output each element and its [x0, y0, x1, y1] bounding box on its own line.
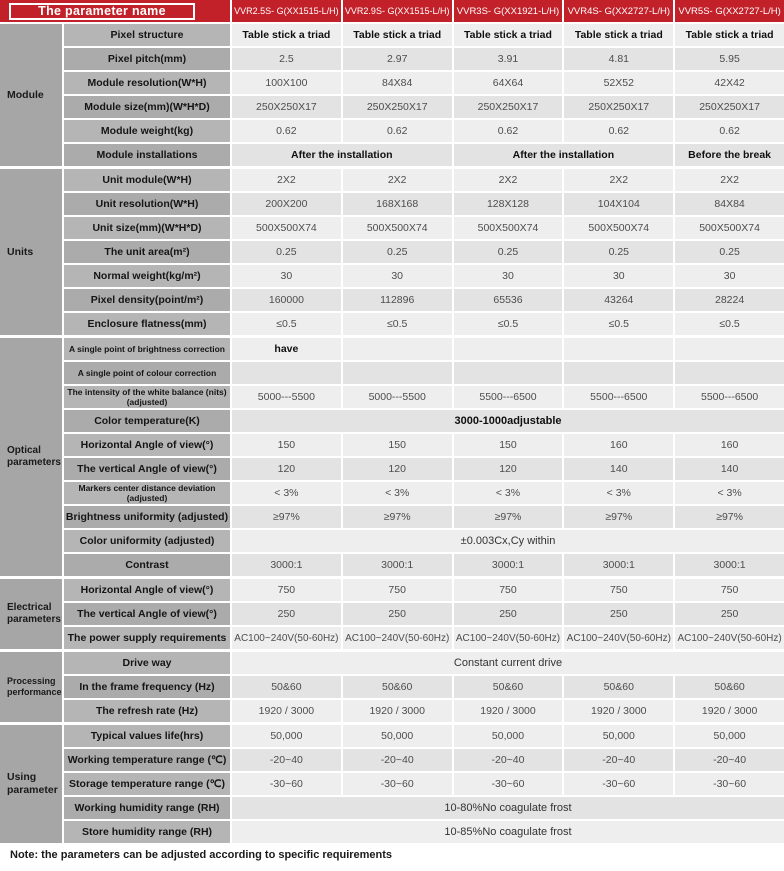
value-cell: 2X2	[232, 169, 341, 191]
value-cell: 250X250X17	[232, 96, 341, 118]
row-label: The unit area(m²)	[64, 241, 230, 263]
value-cell: 0.62	[343, 120, 452, 142]
value-cell	[564, 362, 673, 384]
value-cell: 2X2	[343, 169, 452, 191]
section-module	[0, 24, 784, 166]
value-cell: < 3%	[232, 482, 341, 504]
value-cell: 30	[232, 265, 341, 287]
value-cell: 150	[454, 434, 563, 456]
value-cell: 50&60	[454, 676, 563, 698]
value-cell: 30	[454, 265, 563, 287]
value-cell: ≥97%	[232, 506, 341, 528]
value-cell: 5000---5500	[343, 386, 452, 408]
value-cell: 250	[454, 603, 563, 625]
value-cell: 3000:1	[232, 554, 341, 576]
value-cell: 500X500X74	[232, 217, 341, 239]
sections-container	[0, 24, 784, 843]
row-label: Pixel structure	[64, 24, 230, 46]
row-label: Store humidity range (RH)	[64, 821, 230, 843]
value-cell: < 3%	[564, 482, 673, 504]
parameter-name-title: The parameter name	[9, 3, 195, 20]
value-cell: 0.62	[675, 120, 784, 142]
group-label: Module	[0, 24, 62, 166]
value-cell: 250X250X17	[454, 96, 563, 118]
value-cell: 500X500X74	[343, 217, 452, 239]
value-cell: 42X42	[675, 72, 784, 94]
value-cell: 140	[564, 458, 673, 480]
value-cell: 168X168	[343, 193, 452, 215]
value-cell: 750	[232, 579, 341, 601]
group-label: Using parameter	[0, 725, 62, 843]
value-cell: 160000	[232, 289, 341, 311]
value-cell: -30~60	[343, 773, 452, 795]
row-label: Module weight(kg)	[64, 120, 230, 142]
value-cell: 3000:1	[564, 554, 673, 576]
value-cell: 750	[564, 579, 673, 601]
value-cell: have	[232, 338, 341, 360]
value-cell	[343, 362, 452, 384]
value-cell: 50&60	[232, 676, 341, 698]
value-cell: 30	[343, 265, 452, 287]
value-cell: 120	[232, 458, 341, 480]
value-cell: 250	[232, 603, 341, 625]
value-cell: < 3%	[454, 482, 563, 504]
group-label: Optical parameters	[0, 338, 62, 576]
group-label: Electrical parameters	[0, 579, 62, 649]
value-cell-span: Before the break	[675, 144, 784, 166]
value-cell	[675, 362, 784, 384]
value-cell: 1920 / 3000	[343, 700, 452, 722]
value-cell: 50,000	[232, 725, 341, 747]
section-electrical-parameters	[0, 579, 784, 649]
value-cell: AC100~240V(50-60Hz)	[343, 627, 452, 649]
row-label: Horizontal Angle of view(°)	[64, 434, 230, 456]
value-cell: 50&60	[675, 676, 784, 698]
value-cell: AC100~240V(50-60Hz)	[675, 627, 784, 649]
value-cell: 140	[675, 458, 784, 480]
value-cell: 250X250X17	[343, 96, 452, 118]
value-cell: 50&60	[564, 676, 673, 698]
value-cell: -20~40	[454, 749, 563, 771]
value-cell: 1920 / 3000	[454, 700, 563, 722]
value-cell: 150	[343, 434, 452, 456]
value-cell: 112896	[343, 289, 452, 311]
value-cell: AC100~240V(50-60Hz)	[564, 627, 673, 649]
value-cell: 250	[675, 603, 784, 625]
value-cell: ≤0.5	[343, 313, 452, 335]
column-header: VVR2.5S- G(XX1515-L/H)	[232, 0, 341, 22]
value-cell-span: ±0.003Cx,Cy within	[232, 530, 784, 552]
value-cell: 5500---6500	[564, 386, 673, 408]
value-cell: 3.91	[454, 48, 563, 70]
value-cell	[454, 362, 563, 384]
value-cell: -20~40	[675, 749, 784, 771]
value-cell	[232, 362, 341, 384]
value-cell: 500X500X74	[675, 217, 784, 239]
row-label: The intensity of the white balance (nits) (adjusted)	[64, 386, 230, 408]
row-label: Enclosure flatness(mm)	[64, 313, 230, 335]
value-cell: 750	[454, 579, 563, 601]
group-label: Units	[0, 169, 62, 335]
value-cell: 0.62	[232, 120, 341, 142]
value-cell: 2X2	[454, 169, 563, 191]
value-cell: -20~40	[343, 749, 452, 771]
value-cell: ≤0.5	[232, 313, 341, 335]
value-cell: ≤0.5	[675, 313, 784, 335]
row-label: Brightness uniformity (adjusted)	[64, 506, 230, 528]
value-cell	[343, 338, 452, 360]
row-label: The vertical Angle of view(°)	[64, 458, 230, 480]
value-cell: 128X128	[454, 193, 563, 215]
value-cell: 84X84	[675, 193, 784, 215]
value-cell: 200X200	[232, 193, 341, 215]
value-cell: -20~40	[232, 749, 341, 771]
value-cell: 2.5	[232, 48, 341, 70]
value-cell-span: After the installation	[232, 144, 452, 166]
value-cell: 150	[232, 434, 341, 456]
value-cell: -20~40	[564, 749, 673, 771]
value-cell: 100X100	[232, 72, 341, 94]
value-cell: AC100~240V(50-60Hz)	[232, 627, 341, 649]
section-optical-parameters	[0, 338, 784, 576]
value-cell: 750	[675, 579, 784, 601]
value-cell: ≤0.5	[564, 313, 673, 335]
value-cell: 30	[564, 265, 673, 287]
value-cell: Table stick a triad	[675, 24, 784, 46]
value-cell: -30~60	[675, 773, 784, 795]
row-label: Module size(mm)(W*H*D)	[64, 96, 230, 118]
value-cell: 250	[343, 603, 452, 625]
value-cell: 500X500X74	[564, 217, 673, 239]
value-cell: 0.25	[343, 241, 452, 263]
row-label: Pixel pitch(mm)	[64, 48, 230, 70]
value-cell-span: 10-80%No coagulate frost	[232, 797, 784, 819]
value-cell: 0.25	[232, 241, 341, 263]
row-label: Module installations	[64, 144, 230, 166]
section-processing-performance	[0, 652, 784, 722]
value-cell: 3000:1	[675, 554, 784, 576]
row-label: Contrast	[64, 554, 230, 576]
value-cell: 50,000	[564, 725, 673, 747]
value-cell: -30~60	[232, 773, 341, 795]
value-cell: 160	[564, 434, 673, 456]
value-cell: 500X500X74	[454, 217, 563, 239]
row-label: The vertical Angle of view(°)	[64, 603, 230, 625]
value-cell: Table stick a triad	[232, 24, 341, 46]
value-cell: 50,000	[454, 725, 563, 747]
parameter-name-header-cell	[0, 0, 230, 22]
row-label: Color uniformity (adjusted)	[64, 530, 230, 552]
value-cell	[564, 338, 673, 360]
value-cell: 3000:1	[343, 554, 452, 576]
value-cell: 64X64	[454, 72, 563, 94]
value-cell: AC100~240V(50-60Hz)	[454, 627, 563, 649]
value-cell: 50&60	[343, 676, 452, 698]
value-cell: 0.25	[675, 241, 784, 263]
row-label: The refresh rate (Hz)	[64, 700, 230, 722]
value-cell: 5.95	[675, 48, 784, 70]
row-label: Unit module(W*H)	[64, 169, 230, 191]
value-cell: 28224	[675, 289, 784, 311]
value-cell: 0.62	[564, 120, 673, 142]
row-label: Drive way	[64, 652, 230, 674]
value-cell: 4.81	[564, 48, 673, 70]
row-label: The power supply requirements	[64, 627, 230, 649]
value-cell: 250X250X17	[564, 96, 673, 118]
value-cell	[675, 338, 784, 360]
value-cell-span: 10-85%No coagulate frost	[232, 821, 784, 843]
value-cell: < 3%	[675, 482, 784, 504]
row-label: Typical values life(hrs)	[64, 725, 230, 747]
value-cell: 5500---6500	[454, 386, 563, 408]
value-cell: -30~60	[564, 773, 673, 795]
value-cell: ≥97%	[454, 506, 563, 528]
row-label: In the frame frequency (Hz)	[64, 676, 230, 698]
value-cell: 43264	[564, 289, 673, 311]
row-label: A single point of colour correction	[64, 362, 230, 384]
value-cell: 30	[675, 265, 784, 287]
value-cell: Table stick a triad	[343, 24, 452, 46]
value-cell: < 3%	[343, 482, 452, 504]
value-cell: 120	[343, 458, 452, 480]
value-cell: 52X52	[564, 72, 673, 94]
column-header: VVR4S- G(XX2727-L/H)	[564, 0, 673, 22]
value-cell: 750	[343, 579, 452, 601]
value-cell: -30~60	[454, 773, 563, 795]
table-header	[0, 0, 784, 22]
value-cell: 1920 / 3000	[675, 700, 784, 722]
row-label: Normal weight(kg/m²)	[64, 265, 230, 287]
row-label: Module resolution(W*H)	[64, 72, 230, 94]
value-cell: 2.97	[343, 48, 452, 70]
value-cell: 5500---6500	[675, 386, 784, 408]
value-cell: ≥97%	[343, 506, 452, 528]
value-cell: ≥97%	[564, 506, 673, 528]
value-cell: 250X250X17	[675, 96, 784, 118]
value-cell: 0.25	[454, 241, 563, 263]
value-cell: 120	[454, 458, 563, 480]
value-cell: 5000---5500	[232, 386, 341, 408]
row-label: Unit resolution(W*H)	[64, 193, 230, 215]
value-cell	[454, 338, 563, 360]
row-label: Storage temperature range (℃)	[64, 773, 230, 795]
value-cell-span: Constant current drive	[232, 652, 784, 674]
section-units	[0, 169, 784, 335]
value-cell-span: 3000-1000adjustable	[232, 410, 784, 432]
row-label: Working humidity range (RH)	[64, 797, 230, 819]
value-cell: 1920 / 3000	[564, 700, 673, 722]
row-label: A single point of brightness correction	[64, 338, 230, 360]
section-using-parameter	[0, 725, 784, 843]
value-cell: 50,000	[343, 725, 452, 747]
group-label: Processing performance	[0, 652, 62, 722]
value-cell: ≤0.5	[454, 313, 563, 335]
value-cell: 65536	[454, 289, 563, 311]
row-label: Pixel density(point/m²)	[64, 289, 230, 311]
column-header: VVR5S- G(XX2727-L/H)	[675, 0, 784, 22]
value-cell: 104X104	[564, 193, 673, 215]
value-cell: 2X2	[564, 169, 673, 191]
value-cell: 250	[564, 603, 673, 625]
value-cell: Table stick a triad	[564, 24, 673, 46]
value-cell-span: After the installation	[454, 144, 674, 166]
value-cell: 84X84	[343, 72, 452, 94]
value-cell: ≥97%	[675, 506, 784, 528]
row-label: Markers center distance deviation (adjusted)	[64, 482, 230, 504]
footnote: Note: the parameters can be adjusted according to specific requirements	[10, 849, 393, 861]
value-cell: 2X2	[675, 169, 784, 191]
row-label: Working temperature range (℃)	[64, 749, 230, 771]
value-cell: 3000:1	[454, 554, 563, 576]
column-header: VVR3S- G(XX1921-L/H)	[454, 0, 563, 22]
value-cell: 1920 / 3000	[232, 700, 341, 722]
value-cell: 50,000	[675, 725, 784, 747]
value-cell: 0.25	[564, 241, 673, 263]
row-label: Color temperature(K)	[64, 410, 230, 432]
value-cell: 0.62	[454, 120, 563, 142]
value-cell: 160	[675, 434, 784, 456]
column-header: VVR2.9S- G(XX1515-L/H)	[343, 0, 452, 22]
row-label: Unit size(mm)(W*H*D)	[64, 217, 230, 239]
row-label: Horizontal Angle of view(°)	[64, 579, 230, 601]
value-cell: Table stick a triad	[454, 24, 563, 46]
